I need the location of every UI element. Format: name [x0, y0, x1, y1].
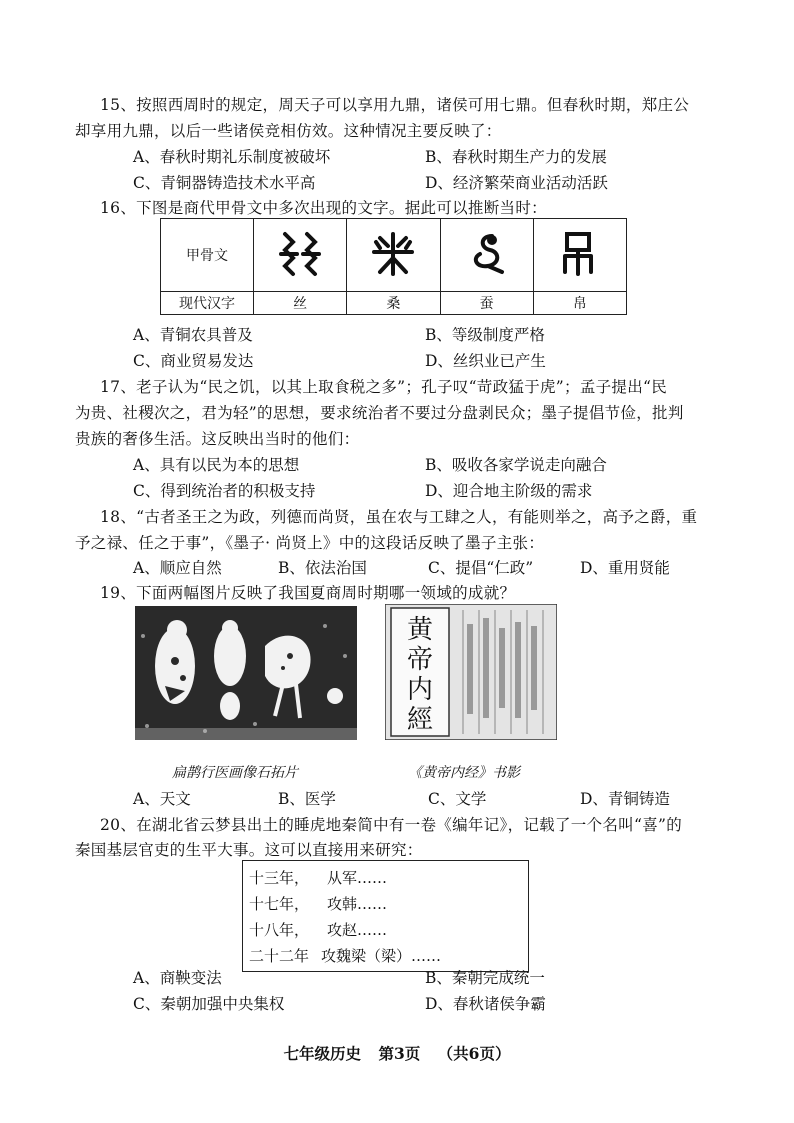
q16-option-d: D、丝织业已产生: [425, 352, 546, 370]
annal-year: 十七年，: [249, 895, 310, 913]
q20-option-c: C、秦朝加强中央集权: [133, 995, 285, 1013]
annal-entry: [249, 867, 387, 888]
book-title-char-1: 黄: [406, 615, 434, 645]
q17-option-c: C、得到统治者的积极支持: [133, 482, 316, 500]
q15-stem-line2: 却享用九鼎，以后一些诸侯竞相仿效。这种情况主要反映了：: [75, 122, 502, 140]
annal-year: 二十二年: [249, 947, 310, 965]
footer-total-pages: （共6页）: [437, 1044, 511, 1063]
annal-event: 从军……: [327, 869, 388, 887]
q15-option-c: C、青铜器铸造技术水平高: [133, 174, 316, 192]
q19-stem: 19、下面两幅图片反映了我国夏商周时期哪一领域的成就？: [100, 584, 516, 602]
annals-box: [242, 860, 529, 972]
q15-option-b: B、春秋时期生产力的发展: [425, 148, 607, 166]
q20-option-d: D、春秋诸侯争霸: [425, 995, 546, 1013]
q20-stem-line2: 秦国基层官吏的生平大事。这可以直接用来研究：: [75, 841, 423, 859]
silk-glyph-icon: [275, 228, 325, 278]
silkworm-glyph-icon: [462, 228, 512, 278]
q17-stem-line1: 17、老子认为“民之饥，以其上取食税之多”；孔子叹“苛政猛于虎”；孟子提出“民: [100, 378, 668, 396]
annal-year: 十三年，: [249, 869, 310, 887]
oracle-glyph-silkworm: [440, 219, 533, 292]
annal-entry: [249, 893, 387, 914]
annal-event: 攻韩……: [327, 895, 388, 913]
oracle-glyph-silk: [254, 219, 347, 292]
q20-option-b: B、秦朝完成统一: [425, 969, 545, 987]
q15-option-d: D、经济繁荣商业活动活跃: [425, 174, 608, 192]
page-footer: [0, 1042, 794, 1064]
q16-option-a: A、青铜农具普及: [133, 326, 253, 344]
q17-stem-line2: 为贵、社稷次之，君为轻”的思想，要求统治者不要过分盘剥民众；墨子提倡节俭，批判: [75, 404, 684, 422]
book-title-char-4: 經: [406, 705, 434, 735]
q17-option-a: A、具有以民为本的思想: [133, 456, 300, 474]
q15-stem-line1: 15、按照西周时的规定，周天子可以享用九鼎，诸侯可用七鼎。但春秋时期，郑庄公: [100, 96, 690, 114]
q19-option-c: C、文学: [428, 790, 487, 808]
stone-relief-rubbing-image: [135, 606, 357, 740]
q18-option-a: A、顺应自然: [133, 559, 222, 577]
q19-option-b: B、医学: [278, 790, 336, 808]
q20-stem-line1: 20、在湖北省云梦县出土的睡虎地秦简中有一卷《编年记》，记载了一个名叫“喜”的: [100, 816, 683, 834]
modern-char-4: 帛: [533, 292, 626, 315]
q15-option-a: A、春秋时期礼乐制度被破坏: [133, 148, 331, 166]
q17-stem-line3: 贵族的奢侈生活。这反映出当时的他们：: [75, 430, 360, 448]
q18-option-c: C、提倡“仁政”: [428, 559, 534, 577]
caption-book: 《黄帝内经》书影: [408, 765, 520, 781]
q18-option-b: B、依法治国: [278, 559, 367, 577]
annal-event: 攻魏梁（梁）……: [321, 947, 442, 965]
annal-year: 十八年，: [249, 921, 310, 939]
book-title-char-2: 帝: [406, 645, 434, 675]
q20-option-a: A、商鞅变法: [133, 969, 222, 987]
mulberry-glyph-icon: [368, 228, 418, 278]
annal-event: 攻赵……: [327, 921, 388, 939]
q17-option-b: B、吸收各家学说走向融合: [425, 456, 607, 474]
oracle-row-label: 甲骨文: [161, 219, 254, 292]
silk-fabric-glyph-icon: [555, 228, 605, 278]
book-title-char-3: 内: [406, 675, 434, 705]
q16-option-b: B、等级制度严格: [425, 326, 545, 344]
annal-entry: [249, 919, 387, 940]
oracle-glyph-mulberry: [347, 219, 440, 292]
q16-stem: 16、下图是商代甲骨文中多次出现的文字。据此可以推断当时：: [100, 199, 547, 217]
modern-char-2: 桑: [347, 292, 440, 315]
modern-row-label: 现代汉字: [161, 292, 254, 315]
footer-subject: 七年级历史: [283, 1044, 362, 1063]
modern-char-1: 丝: [254, 292, 347, 315]
q19-option-a: A、天文: [133, 790, 191, 808]
q19-option-d: D、青铜铸造: [580, 790, 670, 808]
caption-relief: 扁鹊行医画像石拓片: [172, 765, 298, 781]
q17-option-d: D、迎合地主阶级的需求: [425, 482, 593, 500]
q18-option-d: D、重用贤能: [580, 559, 670, 577]
q18-stem-line2: 予之禄、任之于事”，《墨子· 尚贤上》中的这段话反映了墨子主张：: [75, 534, 545, 552]
q16-option-c: C、商业贸易发达: [133, 352, 254, 370]
footer-page-number: 第3页: [378, 1044, 421, 1063]
oracle-glyph-silk-fabric: [533, 219, 626, 292]
huangdi-neijing-book-image: [385, 604, 557, 740]
modern-char-3: 蚕: [440, 292, 533, 315]
oracle-bone-table: [160, 218, 627, 315]
q18-stem-line1: 18、“古者圣王之为政，列德而尚贤，虽在农与工肆之人，有能则举之，高予之爵，重: [100, 508, 698, 526]
annal-entry: [249, 945, 441, 966]
